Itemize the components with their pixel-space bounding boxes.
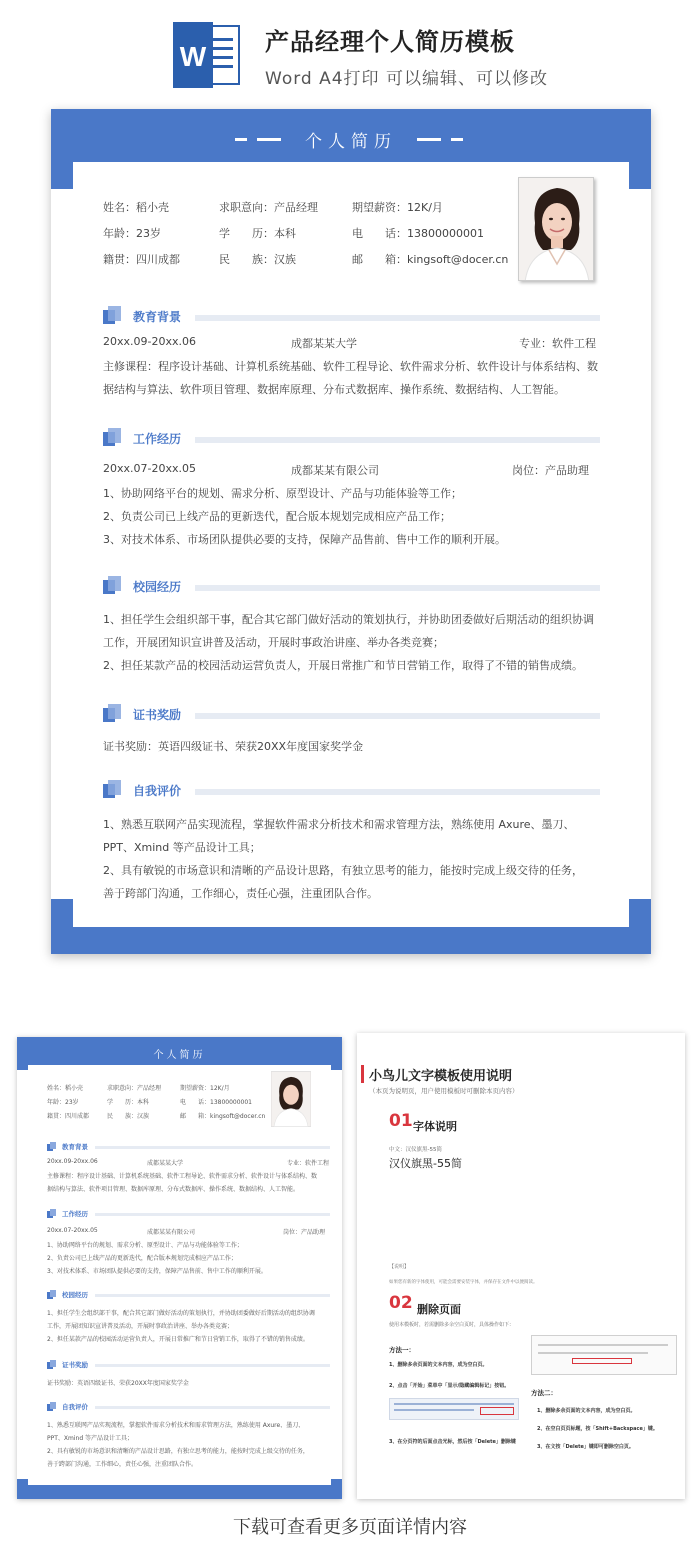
info-salary: 期望薪资：12K/月 <box>352 201 443 214</box>
page-title: 产品经理个人简历模板 <box>265 28 515 56</box>
edu-course-line: 主修课程：程序设计基础、计算机系统基础、软件工程导论、软件需求分析、软件设计与体系结构、数 <box>103 360 598 373</box>
resume-thumbnail: 个人简历 姓名：稻小壳 求职意向：产品经理 期望薪资：12K/月 年龄：23岁 学 历：本科 电 话：13800000001 籍贯：四川成都 民 族：汉族 邮 箱：kingsoft@docer.cn 教育背景 20xx.09-20xx.06 成都某某大学 专业：软件工程 主修课程：程序设计基础、计算机系统基础、软件工程导论、软件需求分析、软件设计与体系结构、数 据结构与算法、软件项目管理、数据库原理、分布式数据库、操作系统、数据结构、人工智能。 工作经历 20xx.07-20xx.05 成都某某有限公司 岗位：产品助理 1、协助网络平台的规划、需求分析、原型设计、产品与功能体验等工作； 2、负责公司已上线产品的更新迭代，配合版本规划完成相应产品工作； 3、对技术体系、市场团队提供必要的支持，保障产品售前、售中工作的顺利开展。 校园经历 1、担任学生会组织部干事，配合其它部门做好活动的策划执行，并协助团委做好后期活动的组织协调 工作，开展团知识宣讲普及活动，开展时事政治讲座、举办各类竞赛； 2、担任某款产品的校园活动运营负责人，开展日常推广和节日营销工作，取得了不错的销售成绩。 证书奖励 证书奖励：英语四级证书、荣获20XX年度国家奖学金 自我评价 1、熟悉互联网产品实现流程，掌握软件需求分析技术和需求管理方法，熟练使用 Axure、墨刀、 PPT、Xmind 等产品设计工具； 2、具有敏锐的市场意识和清晰的产品设计思路，有独立思考的能力，能按时完成上级交待的任务， 善于跨部门沟通，工作细心，责任心强，注重团队合作。 <box>17 1037 342 1499</box>
work-item: 1、协助网络平台的规划、需求分析、原型设计、产品与功能体验等工作； <box>103 487 462 500</box>
work-position: 岗位：产品助理 <box>512 464 589 477</box>
info-intent: 求职意向：产品经理 <box>219 201 318 214</box>
sec1-number: 01 <box>389 1111 413 1131</box>
thumb-info: 民 族：汉族 <box>107 1113 150 1120</box>
method2-label: 方法二： <box>531 1389 557 1397</box>
font-name: 汉仪旗黑-55简 <box>389 1157 462 1170</box>
section-work <box>103 428 598 450</box>
guide-accent <box>361 1065 364 1083</box>
self-line: PPT、Xmind 等产品设计工具； <box>103 841 261 854</box>
thumb-portrait <box>271 1071 311 1127</box>
method-step: 2、点击「开始」菜单中「显示/隐藏编辑标记」按钮。 <box>389 1383 510 1389</box>
word-icon <box>173 22 241 88</box>
thumb-info: 籍贯：四川成都 <box>47 1113 90 1120</box>
thumb-info: 求职意向：产品经理 <box>107 1085 162 1092</box>
section-education <box>103 306 598 328</box>
page-subtitle: Word A4打印 可以编辑、可以修改 <box>265 69 548 89</box>
header <box>0 0 700 100</box>
info-email: 邮 箱：kingsoft@docer.cn <box>352 253 509 266</box>
thumb-info: 姓名：稻小壳 <box>47 1085 84 1092</box>
thumb-info: 邮 箱：kingsoft@docer.cn <box>180 1113 266 1120</box>
tip-label: 【说明】 <box>389 1264 410 1270</box>
section-cert <box>103 704 598 726</box>
edu-date: 20xx.09-20xx.06 <box>103 335 196 348</box>
footer-text: 下载可查看更多页面详情内容 <box>233 1517 467 1538</box>
method-step: 2、在空白页页标题，按「Shift+Backspace」键。 <box>537 1426 658 1432</box>
self-line: 2、具有敏锐的市场意识和清晰的产品设计思路，有独立思考的能力，能按时完成上级交待的任务， <box>103 864 583 877</box>
campus-line: 工作，开展团知识宣讲普及活动，开展时事政治讲座、举办各类竞赛； <box>103 636 444 649</box>
work-date: 20xx.07-20xx.05 <box>103 462 196 475</box>
method-step: 1、删除多余页面的文本内容，成为空白页。 <box>537 1408 636 1414</box>
thumb-info: 电 话：13800000001 <box>180 1099 252 1106</box>
section-title: 教育背景 <box>133 310 182 324</box>
resume-heading: 个人简历 <box>305 132 397 152</box>
section-title: 工作经历 <box>133 432 182 446</box>
campus-line: 2、担任某款产品的校园活动运营负责人，开展日常推广和节日营销工作，取得了不错的销售成绩。 <box>103 659 583 672</box>
sec2-number: 02 <box>389 1293 413 1313</box>
sec2-desc: 使用本模板时，若需删除多余空白页时，具体操作如下： <box>389 1322 515 1328</box>
method-step: 3、在分页符的后面点击光标，然后按「Delete」删除键 <box>389 1439 516 1445</box>
guide-note: （本页为说明页，用户使用模板时可删除本页内容） <box>369 1087 519 1095</box>
method1-label: 方法一： <box>389 1346 415 1354</box>
cert-line: 证书奖励：英语四级证书、荣获20XX年度国家奖学金 <box>103 740 364 753</box>
info-nation: 民 族：汉族 <box>219 253 296 266</box>
avatar-photo <box>518 177 594 281</box>
thumb-info: 年龄：23岁 <box>47 1099 79 1106</box>
portrait-image <box>519 178 594 281</box>
self-line: 善于跨部门沟通，工作细心，责任心强，注重团队合作。 <box>103 887 378 900</box>
section-title: 校园经历 <box>133 580 182 594</box>
section-campus <box>103 576 598 598</box>
section-title: 证书奖励 <box>133 708 182 722</box>
campus-line: 1、担任学生会组织部干事，配合其它部门做好活动的策划执行，并协助团委做好后期活动的组织协调 <box>103 613 594 626</box>
sec1-title: 字体说明 <box>413 1120 457 1133</box>
ribbon-screenshot <box>389 1398 519 1420</box>
method-step: 3、在文按「Delete」键即可删除空白页。 <box>537 1444 634 1450</box>
info-phone: 电 话：13800000001 <box>352 227 484 240</box>
svg-text:W: W <box>179 41 207 72</box>
info-age: 年龄：23岁 <box>103 227 161 240</box>
sec2-title: 删除页面 <box>417 1303 461 1316</box>
doc-screenshot <box>531 1335 677 1375</box>
work-item: 2、负责公司已上线产品的更新迭代，配合版本规划完成相应产品工作； <box>103 510 451 523</box>
self-line: 1、熟悉互联网产品实现流程，掌握软件需求分析技术和需求管理方法，熟练使用 Axure、墨刀、 <box>103 818 575 831</box>
section-self <box>103 780 598 802</box>
edu-course-line: 据结构与算法、软件项目管理、数据库原理、分布式数据库、操作系统、数据结构、人工智能。 <box>103 383 565 396</box>
section-title: 自我评价 <box>133 784 182 798</box>
edu-major: 专业：软件工程 <box>519 337 596 350</box>
thumb-heading: 个人简历 <box>153 1050 206 1061</box>
info-name: 姓名：稻小壳 <box>103 201 169 214</box>
edu-school: 成都某某大学 <box>291 337 357 350</box>
info-degree: 学 历：本科 <box>219 227 296 240</box>
work-company: 成都某某有限公司 <box>291 464 379 477</box>
guide-thumbnail <box>357 1033 685 1499</box>
info-origin: 籍贯：四川成都 <box>103 253 180 266</box>
thumb-info: 学 历：本科 <box>107 1099 150 1106</box>
method-step: 1、删除多余页面的文本内容，成为空白页。 <box>389 1362 488 1368</box>
resume-page <box>51 109 651 954</box>
work-item: 3、对技术体系、市场团队提供必要的支持，保障产品售前、售中工作的顺利开展。 <box>103 533 506 546</box>
thumb-info: 期望薪资：12K/月 <box>180 1085 230 1092</box>
font-label: 中文：汉仪旗黑-55简 <box>389 1147 442 1153</box>
guide-title: 小鸟儿文字模板使用说明 <box>369 1069 513 1084</box>
tip-text: 如果您有新的字体使用，可能会需要安装字体，并保存在文件中以便阅读。 <box>389 1280 538 1285</box>
